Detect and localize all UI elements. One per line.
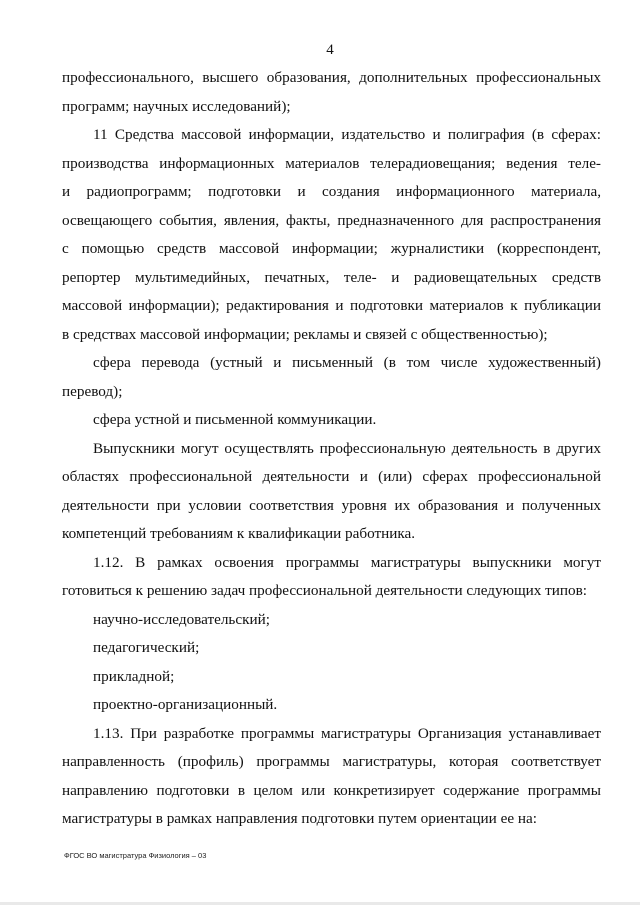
text-line: программ; научных исследований); — [62, 97, 291, 115]
list-item — [62, 634, 601, 663]
text-line: деятельности при условии соответствия уровня их образования и полученных — [62, 496, 601, 514]
page-footer: ФГОС ВО магистратура Физиология – 03 — [64, 851, 207, 860]
document-body — [62, 64, 601, 834]
paragraph-graduates — [62, 435, 601, 549]
text-line: магистратуры в рамках направления подготовки путем ориентации ее на: — [62, 810, 537, 827]
text-line: компетенций требованиям к квалификации работника. — [62, 525, 416, 542]
text-line: направленность (профиль) программы магистратуры, которая соответствует — [62, 753, 601, 770]
list-item — [62, 691, 601, 720]
list-item — [62, 663, 601, 692]
text-line: 11 Средства массовой информации, издательство и полиграфия (в сферах: — [93, 126, 601, 143]
text-line: 1.12. В рамках освоения программы магистратуры выпускники могут — [93, 553, 601, 571]
text-line: с помощью средств массовой информации; журналистики (корреспондент, — [62, 240, 601, 257]
paragraph-section-1-13 — [62, 720, 601, 834]
text-line: перевод); — [62, 382, 123, 400]
text-line: и радиопрограмм; подготовки и создания информационного материала, — [62, 183, 601, 200]
text-line: массовой информации); редактирования и подготовки материалов к публикации — [62, 297, 601, 314]
paragraph-section-11 — [62, 121, 601, 349]
text-line: прикладной; — [93, 667, 175, 685]
paragraph-translation-sphere — [62, 349, 601, 406]
text-line: освещающего события, явления, факты, предназначенного для распространения — [62, 211, 601, 229]
paragraph-communication-sphere — [62, 406, 601, 435]
text-line: сфера перевода (устный и письменный (в том числе художественный) — [93, 354, 601, 371]
paragraph — [62, 64, 601, 121]
text-line: Выпускники могут осуществлять профессиональную деятельность в других — [93, 439, 601, 457]
text-line: в средствах массовой информации; рекламы и связей с общественностью); — [62, 325, 548, 343]
text-line: репортер мультимедийных, печатных, теле- и радиовещательных средств — [62, 268, 601, 286]
text-line: научно-исследовательский; — [93, 610, 270, 628]
text-line: 1.13. При разработке программы магистратуры Организация устанавливает — [93, 724, 601, 742]
page-number: 4 — [326, 42, 334, 58]
text-line: готовиться к решению задач профессиональной деятельности следующих типов: — [62, 582, 588, 599]
list-item — [62, 606, 601, 635]
paragraph-section-1-12 — [62, 549, 601, 606]
text-line: педагогический; — [93, 639, 200, 656]
text-line: направлению подготовки в целом или конкретизирует содержание программы — [62, 781, 601, 799]
text-line: производства информационных материалов телерадиовещания; ведения теле- — [62, 154, 601, 172]
text-line: проектно-организационный. — [93, 696, 278, 713]
text-line: областях профессиональной деятельности и (или) сферах профессиональной — [62, 468, 601, 485]
text-line: сфера устной и письменной коммуникации. — [93, 411, 377, 428]
text-line: профессионального, высшего образования, дополнительных профессиональных — [62, 69, 601, 86]
